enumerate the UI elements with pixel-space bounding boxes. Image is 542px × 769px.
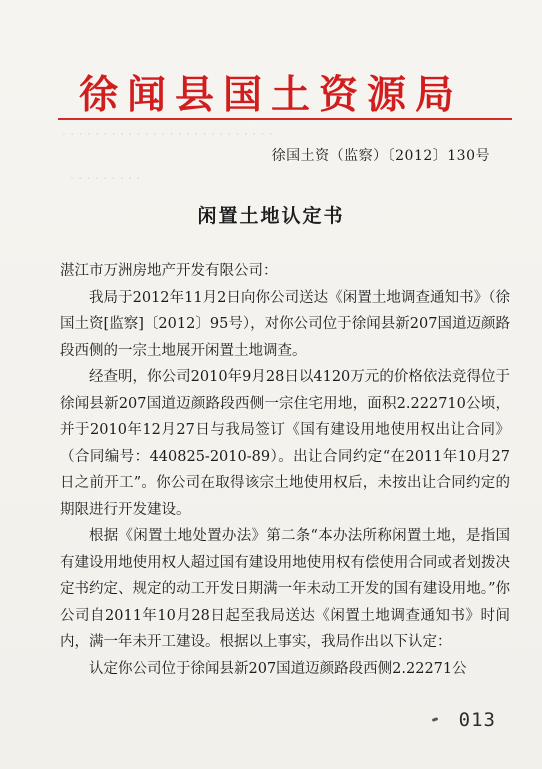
bleed-through-text: · · · · · · · · · · · · · · · · · · · · · · · · · · [62, 128, 273, 143]
body-paragraph: 我局于2012年11月2日向你公司送达《闲置土地调查通知书》（徐国土资[监察]〔2012〕95号），对你公司位于徐闻县新207国道迈颜路段西侧的一宗土地展开闲置土地调查。 [60, 289, 510, 359]
document-number: 徐国土资（监察）〔2012〕130号 [271, 148, 490, 164]
header-red-rule [58, 118, 512, 120]
handwritten-mark [432, 717, 439, 722]
document-title: 闲置土地认定书 [197, 205, 345, 227]
addressee: 湛江市万洲房地产开发有限公司： [60, 263, 278, 279]
page-number: 013 [458, 709, 496, 731]
agency-header: 徐闻县国土资源局 [78, 72, 463, 118]
body-paragraph: 认定你公司位于徐闻县新207国道迈颜路段西侧2.22271公 [89, 660, 467, 677]
document-body [60, 258, 510, 682]
body-paragraph: 根据《闲置土地处置办法》第二条“本办法所称闲置土地，是指国有建设用地使用权人超过国有建设用地使用权有偿使用合同或者划拨决定书约定、规定的动工开发日期满一年未动工开发的国有建设用地。”你公司自2011年10月28日起至我局送达《闲置土地调查通知书》时间内，满一年未开工建设。根据以上事实，我局作出以下认定： [60, 528, 510, 650]
bleed-through-text: · · · · · · · · · [70, 172, 141, 187]
body-paragraph: 经查明，你公司2010年9月28日以4120万元的价格依法竞得位于徐闻县新207国道迈颜路段西侧一宗住宅用地，面积2.222710公顷，并于2010年12月27日与我局签订《国有建设用地使用权出让合同》（合同编号：440825-2010-89）。出让合同约定“在2011年10月27日之前开工”。你公司在取得该宗土地使用权后，未按出让合同约定的期限进行开发建设。 [60, 369, 510, 518]
